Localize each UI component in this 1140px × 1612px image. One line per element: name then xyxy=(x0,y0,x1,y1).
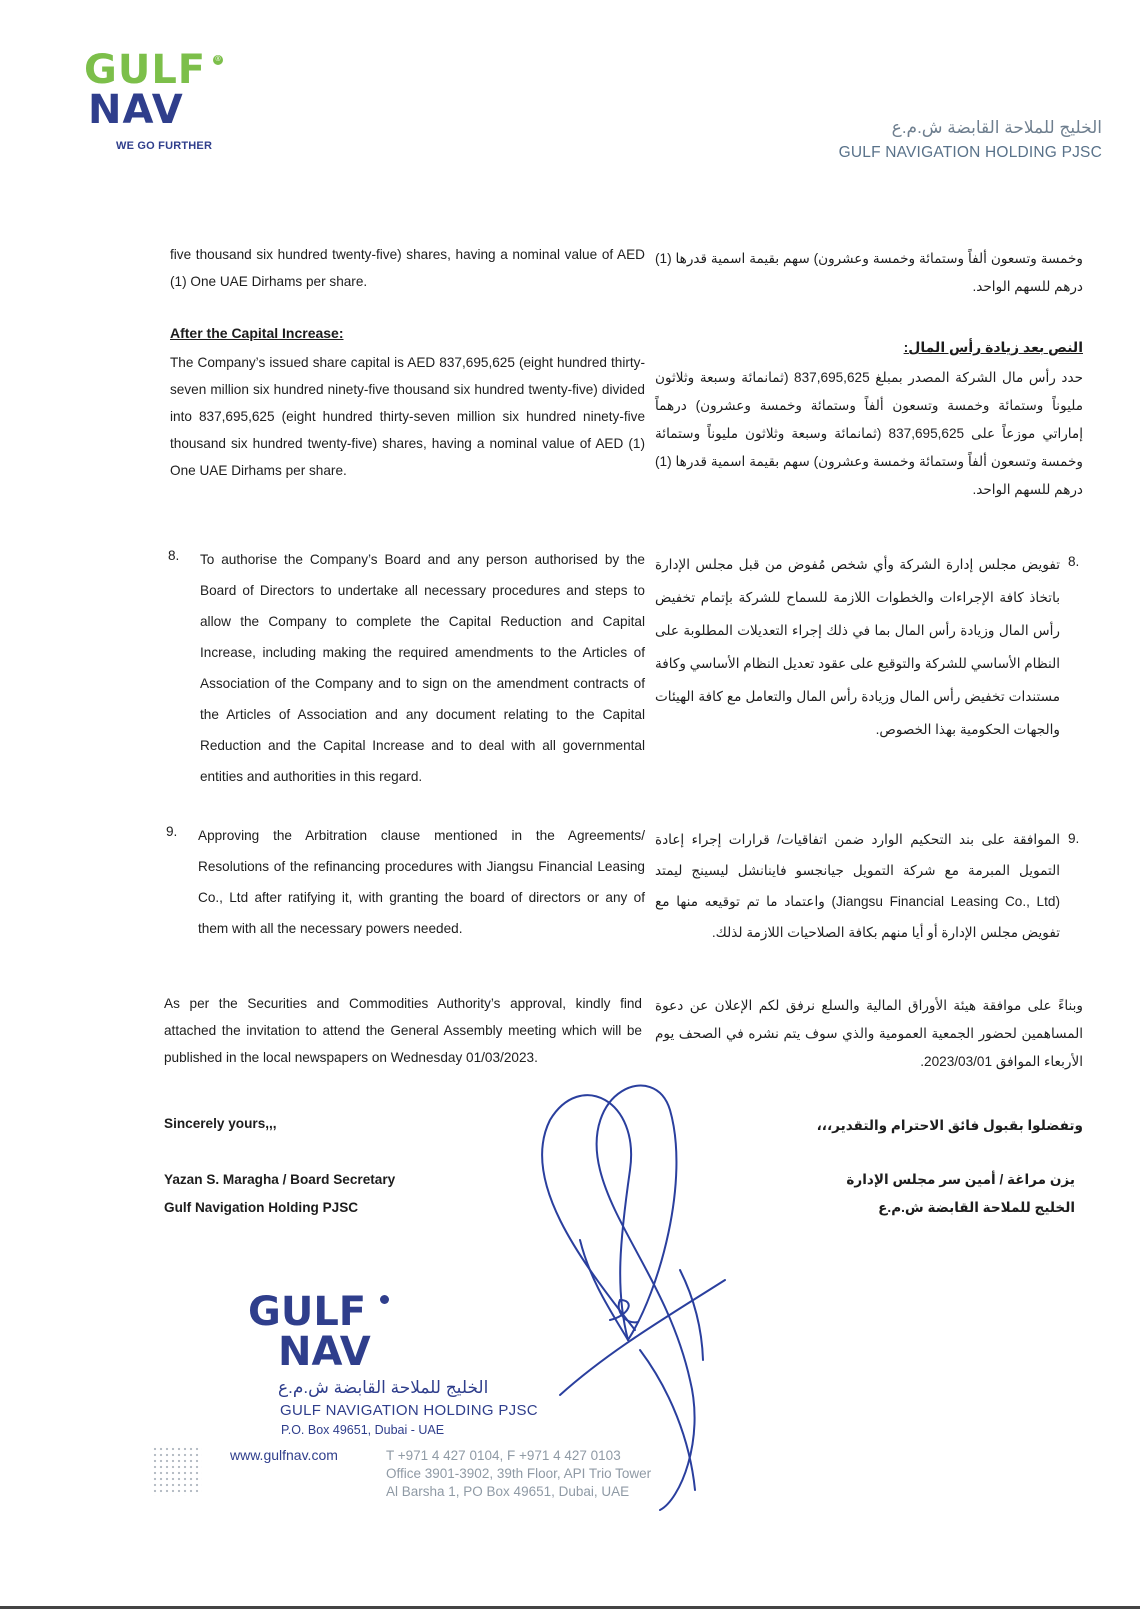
item9-text-ar: الموافقة على بند التحكيم الوارد ضمن اتفاقيات/ قرارات إجراء إعادة التمويل المبرمة مع شركة التمويل جيانجسو فاينانشل ليسينج ليمتد (Jiangsu Financial Leasing Co., Ltd) واعتماد ما تم توقيعه منها مع تفويض مجلس الإدارة أو أيا منهم بكافة الصلاحيات اللازمة لذلك. xyxy=(655,832,1060,940)
after-increase-text-en: The Company’s issued share capital is AED 837,695,625 (eight hundred thirty-seven million six hundred ninety-five thousand six hundred twenty-five) divided into 837,695,625 (eight hundred thirty-seven million six hundred ninety-five thousand six hundred twenty-five) shares, having a nominal value of AED (1) One UAE Dirhams per share. xyxy=(170,355,645,478)
item8-number-en: 8. xyxy=(168,548,180,563)
footer-logo-dot xyxy=(380,1295,389,1304)
footer-company-en: GULF NAVIGATION HOLDING PJSC xyxy=(280,1402,538,1419)
registered-mark: ® xyxy=(213,55,223,65)
top-text-ar: وخمسة وتسعون ألفاً وستمائة وخمسة وعشرون) سهم بقيمة اسمية قدرها (1) درهم للسهم الواحد. xyxy=(655,251,1083,294)
item9-number-ar: 9. xyxy=(1068,831,1080,846)
header-company-en: GULF NAVIGATION HOLDING PJSC xyxy=(838,144,1102,161)
footer-dot-pattern xyxy=(152,1446,202,1496)
after-increase-heading-en: After the Capital Increase: xyxy=(170,325,344,341)
footer-office: Office 3901-3902, 39th Floor, API Trio Tower xyxy=(386,1466,652,1481)
footer-phone: T +971 4 427 0104, F +971 4 427 0103 xyxy=(386,1448,621,1463)
item8-text-en: To authorise the Company’s Board and any person authorised by the Board of Directors to undertake all necessary procedures and steps to allow the Company to complete the Capital Reduction and Capital Increase, including making the required amendments to the Articles of Association of the Company and to sign on the amendment contracts of the Articles of Association and any document relating to the Capital Reduction and the Capital Increase and to deal with all governmental entities and authorities in this regard. xyxy=(200,552,645,784)
footer-po-box: P.O. Box 49651, Dubai - UAE xyxy=(281,1423,445,1437)
page-bottom-edge xyxy=(0,1606,1140,1609)
top-text-en: five thousand six hundred twenty-five) shares, having a nominal value of AED (1) One UAE Dirhams per share. xyxy=(170,247,645,289)
after-increase-text-ar: حدد رأس مال الشركة المصدر بمبلغ 837,695,625 (ثمانمائة وسبعة وثلاثون مليوناً وستمائة وخمسة وتسعون ألفاً وستمائة وخمسة وعشرون) درهماً إماراتي موزعاً على 837,695,625 (ثمانمائة وسبعة وثلاثون مليوناً وستمائة وخمسة وتسعون ألفاً وستمائة وخمسة وعشرون) سهم بقيمة اسمية قدرها (1) درهم للسهم الواحد. xyxy=(655,370,1083,497)
footer-contact-block xyxy=(386,1447,651,1501)
item9-number-en: 9. xyxy=(166,824,178,839)
footer-logo-gulf: GULF xyxy=(248,1289,367,1335)
header-tagline: WE GO FURTHER xyxy=(116,140,213,152)
header-logo-nav: NAV xyxy=(88,87,184,133)
closing-en: Sincerely yours,,, xyxy=(164,1116,277,1131)
footer-company-ar: الخليج للملاحة القابضة ش.م.ع xyxy=(278,1378,489,1397)
item8-text-ar: تفويض مجلس إدارة الشركة وأي شخص مُفوض من قبل مجلس الإدارة باتخاذ كافة الإجراءات والخطوات اللازمة للسماح للشركة بإتمام تخفيض رأس المال وزيادة رأس المال بما في ذلك إجراء التعديلات المطلوبة على النظام الأساسي للشركة والتوقيع على عقود تعديل النظام الأساسي وكافة مستندات تخفيض رأس المال وزيادة رأس المال والتعامل مع كافة الهيئات والجهات الحكومية بهذا الخصوص. xyxy=(654,557,1060,737)
signatory-name-ar: يزن مراغة / أمين سر مجلس الإدارة xyxy=(846,1172,1075,1187)
after-increase-heading-ar: النص بعد زيادة رأس المال: xyxy=(903,339,1083,355)
approval-text-en: As per the Securities and Commodities Authority’s approval, kindly find attached the invitation to attend the General Assembly meeting which will be published in the local newspapers on Wednesday 01/03/2023. xyxy=(164,996,642,1065)
item8-number-ar: 8. xyxy=(1068,554,1080,569)
closing-ar: وتفضلوا بقبول فائق الاحترام والتقدير،،، xyxy=(816,1118,1083,1133)
header-logo-gulf: GULF xyxy=(84,47,207,93)
approval-text-ar: وبناءً على موافقة هيئة الأوراق المالية والسلع نرفق لكم الإعلان عن دعوة المساهمين لحضور الجمعية العمومية والذي سوف يتم نشره في الصحف يوم الأربعاء الموافق 2023/03/01. xyxy=(655,998,1083,1069)
item9-text-en: Approving the Arbitration clause mentioned in the Agreements/ Resolutions of the refinancing procedures with Jiangsu Financial Leasing Co., Ltd after ratifying it, with granting the board of directors or any of them with all the necessary powers needed. xyxy=(198,828,645,936)
footer-logo-nav: NAV xyxy=(278,1329,371,1375)
footer-website-link[interactable]: www.gulfnav.com xyxy=(230,1447,338,1463)
signatory-company-ar: الخليج للملاحة القابضة ش.م.ع xyxy=(878,1200,1075,1215)
signatory-company-en: Gulf Navigation Holding PJSC xyxy=(164,1200,359,1215)
signatory-name-en: Yazan S. Maragha / Board Secretary xyxy=(164,1172,396,1187)
header-company-ar: الخليج للملاحة القابضة ش.م.ع xyxy=(891,118,1102,137)
footer-address: Al Barsha 1, PO Box 49651, Dubai, UAE xyxy=(386,1484,630,1499)
